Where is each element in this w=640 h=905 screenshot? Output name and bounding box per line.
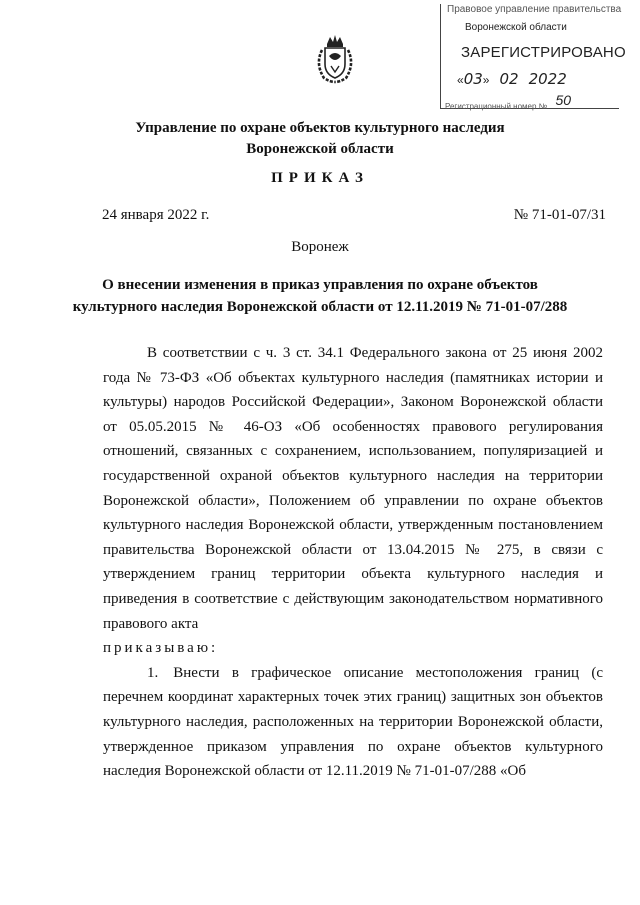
registration-stamp bbox=[440, 4, 626, 111]
coat-of-arms-emblem bbox=[312, 34, 358, 84]
preamble-paragraph: В соответствии с ч. 3 ст. 34.1 Федерального закона от 25 июня 2002 года № 73-ФЗ «Об объектах культурного наследия (памятниках истории и культуры) народов Российской Федерации», Законом Воронежской области от 05.05.2015 № 46-ОЗ «Об особенностях правового регулирования отношений, связанных с сохранением, использованием, популяризацией и государственной охраной объектов культурного наследия на территории Воронежской области», Положением об управлении по охране объектов культурного наследия Воронежской области, утвержденным постановлением правительства Воронежской области от 13.04.2015 № 275, в связи с утверждением границ территории объекта культурного наследия и приведения в соответствие с действующим законодательством нормативного правового акта bbox=[103, 345, 603, 632]
document-city: Воронеж bbox=[291, 239, 349, 255]
stamp-reg-value: 50 bbox=[555, 92, 572, 108]
stamp-region-line: Воронежской области bbox=[465, 22, 567, 33]
stamp-registered-label: ЗАРЕГИСТРИРОВАНО bbox=[461, 44, 626, 61]
organization-line-1: Управление по охране объектов культурного наследия bbox=[135, 120, 505, 136]
stamp-day: 03 bbox=[463, 70, 483, 88]
document-number: № 71-01-07/31 bbox=[513, 207, 606, 223]
subject-line-1: О внесении изменения в приказ управления по охране объектов bbox=[102, 277, 538, 293]
document-date: 24 января 2022 г. bbox=[102, 207, 210, 223]
stamp-reg-number bbox=[445, 92, 572, 112]
document-body bbox=[103, 341, 603, 784]
organization-name bbox=[0, 118, 640, 160]
stamp-month: 02 bbox=[499, 70, 519, 88]
stamp-date: «03» 02 2022 bbox=[457, 70, 567, 88]
subject-line-2: культурного наследия Воронежской области от 12.11.2019 № 71-01-07/288 bbox=[72, 299, 568, 315]
stamp-reg-label: Регистрационный номер № bbox=[445, 102, 548, 111]
document-subject bbox=[0, 274, 640, 318]
order-item-1: 1. Внести в графическое описание местоположения границ (с перечнем координат характерных точек этих границ) защитных зон объектов культурного наследия, расположенных на территории Воронежской области, утвержденное приказом управления по охране объектов культурного наследия Воронежской области от 12.11.2019 № 71-01-07/288 «Об bbox=[103, 664, 603, 780]
organization-line-2: Воронежской области bbox=[246, 141, 394, 157]
order-word: приказываю: bbox=[103, 640, 219, 657]
stamp-year: 2022 bbox=[528, 70, 567, 88]
document-type: ПРИКАЗ bbox=[271, 170, 369, 186]
stamp-authority-line: Правовое управление правительства bbox=[447, 4, 622, 15]
